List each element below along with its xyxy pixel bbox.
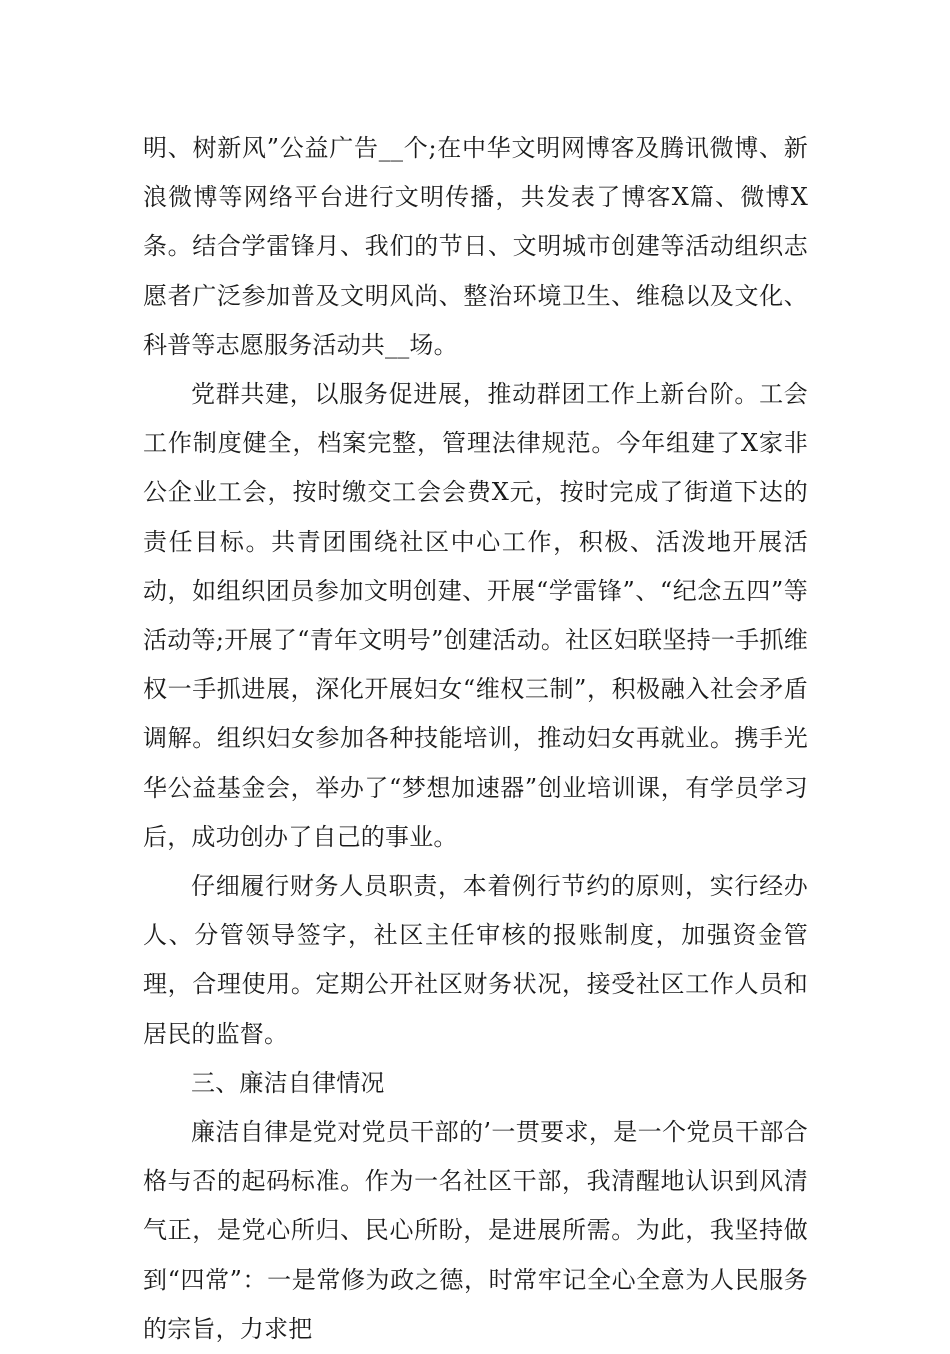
paragraph-4: 廉洁自律是党对党员干部的’一贯要求，是一个党员干部合格与否的起码标准。作为一名社区干部，我清醒地认识到风清气正，是党心所归、民心所盼，是进展所需。为此，我坚持做到“四常”：一是常修为政之德，时常牢记全心全意为人民服务的宗旨，力求把 [143, 1118, 808, 1343]
paragraph-2: 党群共建，以服务促进展，推动群团工作上新台阶。工会工作制度健全，档案完整，管理法律规范。今年组建了X家非公企业工会，按时缴交工会会费X元，按时完成了街道下达的责任目标。共青团围绕社区中心工作，积极、活泼地开展活动，如组织团员参加文明创建、开展“学雷锋”、“纪念五四”等活动等;开展了“青年文明号”创建活动。社区妇联坚持一手抓维权一手抓进展，深化开展妇女“维权三制”，积极融入社会矛盾调解。组织妇女参加各种技能培训，推动妇女再就业。携手光华公益基金会，举办了“梦想加速器”创业培训课，有学员学习后，成功创办了自己的事业。 [143, 380, 808, 851]
paragraph-1: 明、树新风”公益广告__个;在中华文明网博客及腾讯微博、新浪微博等网络平台进行文明传播，共发表了博客X篇、微博X条。结合学雷锋月、我们的节日、文明城市创建等活动组织志愿者广泛参加普及文明风尚、整治环境卫生、维稳以及文化、科普等志愿服务活动共__场。 [143, 134, 808, 359]
paragraph-3: 仔细履行财务人员职责，本着例行节约的原则，实行经办人、分管领导签字，社区主任审核的报账制度，加强资金管理，合理使用。定期公开社区财务状况，接受社区工作人员和居民的监督。 [143, 872, 808, 1048]
section-heading: 三、廉洁自律情况 [191, 1068, 385, 1097]
document-page [143, 124, 808, 1354]
